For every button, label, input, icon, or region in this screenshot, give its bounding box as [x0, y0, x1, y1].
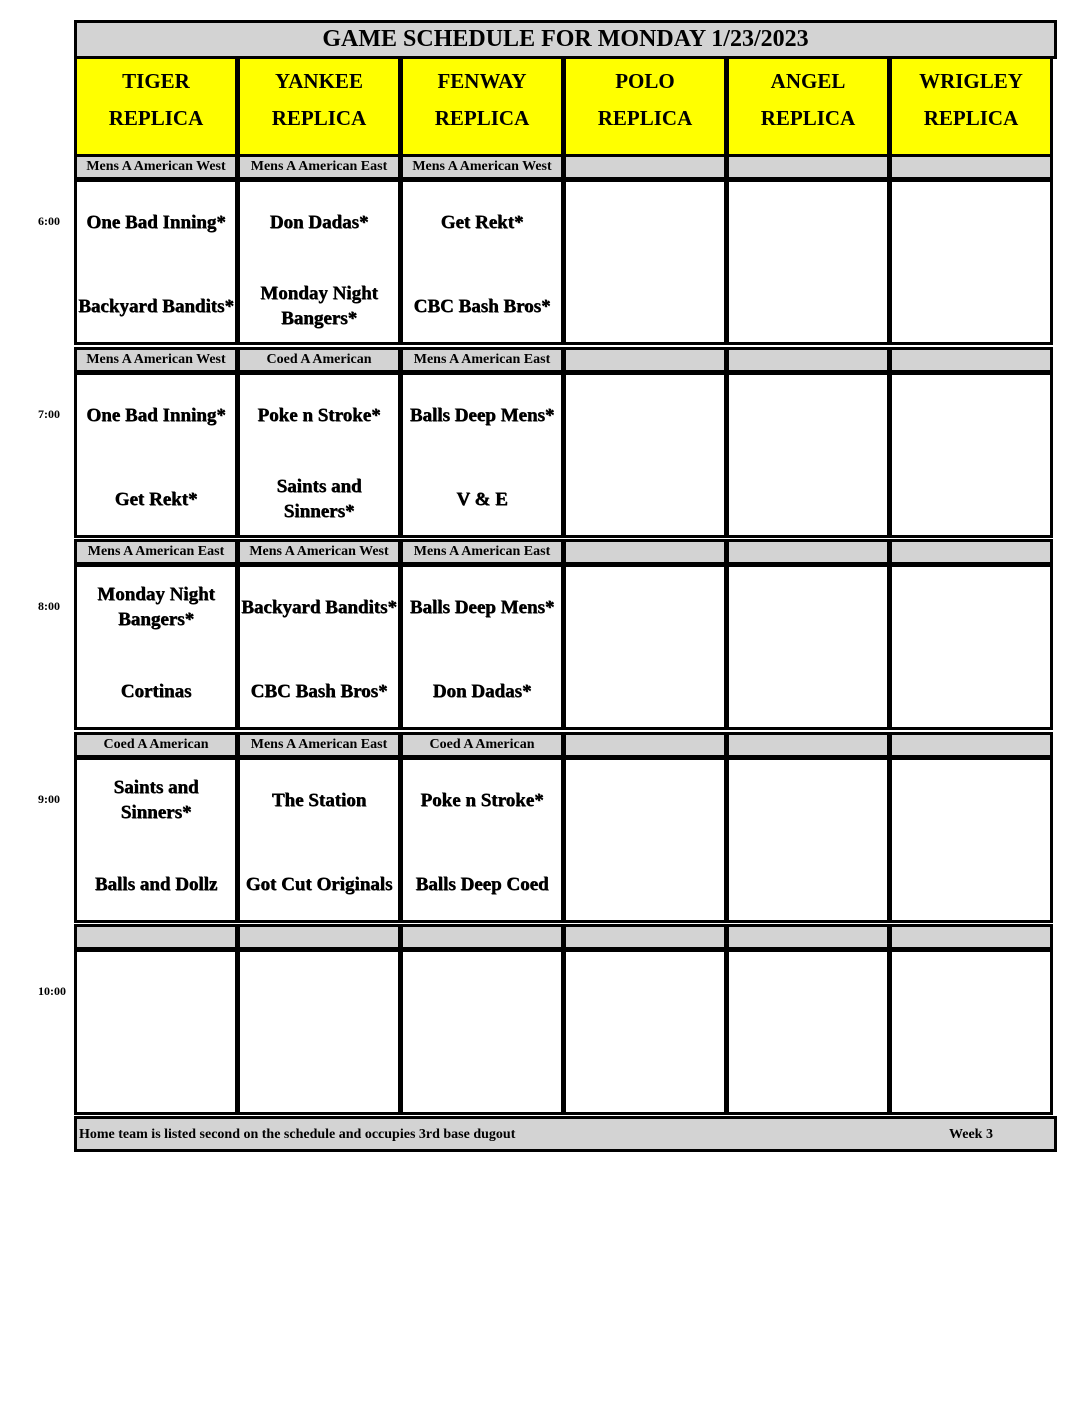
division-label: Mens A American East	[400, 539, 564, 565]
game-cell	[74, 179, 238, 345]
field-header-angel	[726, 56, 890, 158]
away-team	[892, 389, 1050, 441]
division-label	[889, 924, 1053, 950]
division-label	[563, 539, 727, 565]
game-cell	[237, 949, 401, 1115]
home-team: Cortinas	[120, 680, 192, 702]
game-cell	[563, 757, 727, 923]
time-label: 9:00	[38, 792, 60, 806]
home-team	[892, 665, 1050, 717]
division-label: Coed A American	[400, 732, 564, 758]
game-cell	[889, 949, 1053, 1115]
field-header-fenway	[400, 56, 564, 158]
division-label	[400, 924, 564, 950]
home-team	[566, 665, 724, 717]
game-cell	[74, 757, 238, 923]
game-cell	[237, 372, 401, 538]
game-cell	[889, 564, 1053, 730]
away-team	[240, 966, 398, 1018]
game-cell	[400, 949, 564, 1115]
page-title: GAME SCHEDULE FOR MONDAY 1/23/2023	[74, 20, 1057, 59]
division-label: Coed A American	[237, 347, 401, 373]
away-team: The Station	[271, 789, 367, 811]
division-label	[237, 924, 401, 950]
game-cell	[400, 564, 564, 730]
division-label	[889, 154, 1053, 180]
home-team	[892, 858, 1050, 910]
home-team	[892, 280, 1050, 332]
away-team	[892, 774, 1050, 826]
division-label: Mens A American West	[74, 154, 238, 180]
division-label	[726, 732, 890, 758]
field-sub: REPLICA	[923, 106, 1019, 130]
home-team: Backyard Bandits*	[78, 295, 234, 317]
field-name: YANKEE	[275, 69, 363, 93]
away-team	[566, 774, 724, 826]
away-team	[729, 196, 887, 248]
home-team: CBC Bash Bros*	[250, 680, 388, 702]
away-team: Saints and Sinners*	[113, 777, 199, 823]
game-cell	[400, 179, 564, 345]
game-cell	[74, 949, 238, 1115]
home-team: Got Cut Originals	[245, 873, 393, 895]
game-cell	[726, 372, 890, 538]
division-label	[563, 154, 727, 180]
away-team: Get Rekt*	[440, 211, 524, 233]
away-team	[729, 581, 887, 633]
field-sub: REPLICA	[434, 106, 530, 130]
game-cell	[563, 949, 727, 1115]
game-cell	[563, 564, 727, 730]
game-cell	[400, 757, 564, 923]
division-label: Mens A American West	[400, 154, 564, 180]
field-header-tiger	[74, 56, 238, 158]
division-label	[889, 732, 1053, 758]
game-cell	[726, 564, 890, 730]
division-label: Mens A American East	[400, 347, 564, 373]
home-team	[566, 473, 724, 525]
time-label: 6:00	[38, 214, 60, 228]
away-team: One Bad Inning*	[86, 404, 226, 426]
home-team	[729, 280, 887, 332]
field-name: ANGEL	[770, 69, 846, 93]
home-team: Monday Night Bangers*	[260, 283, 378, 329]
field-sub: REPLICA	[108, 106, 204, 130]
game-cell	[726, 179, 890, 345]
away-team: Monday Night Bangers*	[97, 584, 215, 630]
away-team	[892, 196, 1050, 248]
away-team: Poke n Stroke*	[420, 789, 544, 811]
away-team	[566, 966, 724, 1018]
field-sub: REPLICA	[597, 106, 693, 130]
division-label	[889, 347, 1053, 373]
field-name: POLO	[615, 69, 675, 93]
away-team: One Bad Inning*	[86, 211, 226, 233]
division-label	[563, 732, 727, 758]
home-team	[566, 280, 724, 332]
field-header-yankee	[237, 56, 401, 158]
away-team: Backyard Bandits*	[241, 596, 397, 618]
game-cell	[889, 372, 1053, 538]
time-label: 7:00	[38, 407, 60, 421]
away-team	[729, 966, 887, 1018]
home-team	[77, 1050, 235, 1102]
home-team: CBC Bash Bros*	[413, 295, 551, 317]
time-label: 8:00	[38, 599, 60, 613]
division-label	[889, 539, 1053, 565]
away-team: Poke n Stroke*	[257, 404, 381, 426]
division-label	[726, 924, 890, 950]
division-label	[563, 347, 727, 373]
away-team	[892, 581, 1050, 633]
division-label: Mens A American East	[237, 732, 401, 758]
game-cell	[726, 949, 890, 1115]
home-team	[240, 1050, 398, 1102]
division-label	[563, 924, 727, 950]
home-team: Balls and Dollz	[94, 873, 218, 895]
footer-note: Home team is listed second on the schedule and occupies 3rd base dugout	[79, 1127, 516, 1142]
home-team	[729, 665, 887, 717]
game-cell	[237, 179, 401, 345]
away-team	[77, 966, 235, 1018]
home-team	[566, 858, 724, 910]
division-label: Mens A American West	[237, 539, 401, 565]
game-cell	[237, 564, 401, 730]
field-sub: REPLICA	[760, 106, 856, 130]
field-name: TIGER	[122, 69, 190, 93]
away-team: Balls Deep Mens*	[409, 596, 555, 618]
home-team: Balls Deep Coed	[415, 873, 549, 895]
game-cell	[726, 757, 890, 923]
game-cell	[889, 757, 1053, 923]
division-label: Mens A American East	[74, 539, 238, 565]
away-team	[729, 389, 887, 441]
division-label	[74, 924, 238, 950]
game-cell	[237, 757, 401, 923]
away-team	[566, 196, 724, 248]
division-label: Coed A American	[74, 732, 238, 758]
division-label	[726, 539, 890, 565]
division-label	[726, 347, 890, 373]
home-team	[729, 1050, 887, 1102]
footer-bar	[74, 1116, 1057, 1152]
field-sub: REPLICA	[271, 106, 367, 130]
week-label: Week 3	[949, 1127, 993, 1142]
field-header-wrigley	[889, 56, 1053, 158]
division-label	[726, 154, 890, 180]
home-team: Saints and Sinners*	[276, 476, 362, 522]
game-cell	[563, 179, 727, 345]
field-name: WRIGLEY	[919, 69, 1023, 93]
home-team	[892, 473, 1050, 525]
game-cell	[563, 372, 727, 538]
home-team: Don Dadas*	[432, 680, 532, 702]
home-team	[729, 473, 887, 525]
home-team: Get Rekt*	[114, 488, 198, 510]
home-team	[403, 1050, 561, 1102]
field-header-polo	[563, 56, 727, 158]
game-cell	[889, 179, 1053, 345]
division-label: Mens A American West	[74, 347, 238, 373]
away-team	[729, 774, 887, 826]
home-team	[729, 858, 887, 910]
division-label: Mens A American East	[237, 154, 401, 180]
home-team: V & E	[456, 488, 508, 510]
game-cell	[74, 564, 238, 730]
game-cell	[74, 372, 238, 538]
game-cell	[400, 372, 564, 538]
home-team	[892, 1050, 1050, 1102]
away-team: Balls Deep Mens*	[409, 404, 555, 426]
away-team	[566, 389, 724, 441]
field-name: FENWAY	[437, 69, 527, 93]
away-team: Don Dadas*	[269, 211, 369, 233]
time-label: 10:00	[38, 984, 66, 998]
away-team	[892, 966, 1050, 1018]
away-team	[566, 581, 724, 633]
home-team	[566, 1050, 724, 1102]
away-team	[403, 966, 561, 1018]
